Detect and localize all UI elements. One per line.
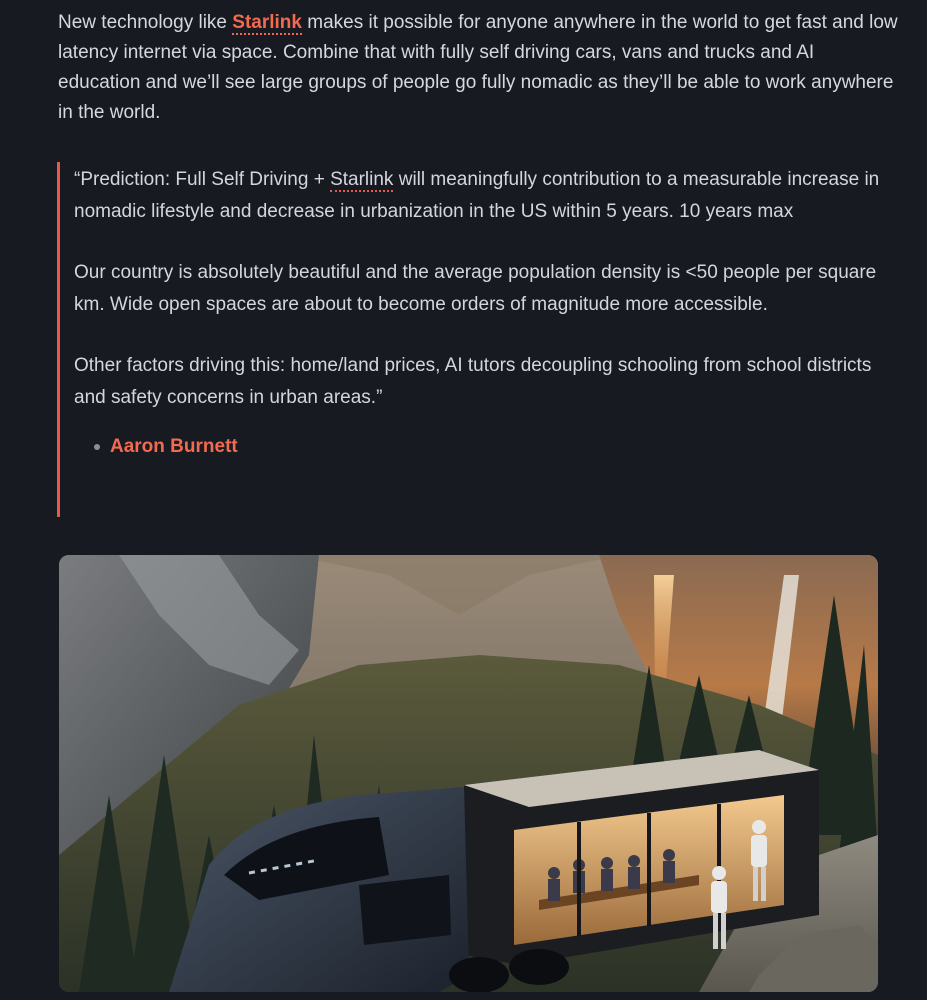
hero-image bbox=[59, 555, 878, 992]
camper-truck-illustration bbox=[59, 555, 878, 992]
quote-paragraph-2: Our country is absolutely beautiful and the average population density is <50 people per square km. Wide open spaces are about to become orders of magnitude more accessible. bbox=[74, 262, 877, 315]
quote-p1-before: “Prediction: Full Self Driving + bbox=[74, 169, 331, 190]
author-link[interactable]: Aaron Burnett bbox=[110, 436, 238, 457]
attribution-item bbox=[110, 431, 887, 463]
starlink-link[interactable]: Starlink bbox=[232, 12, 302, 33]
attribution-list bbox=[74, 431, 887, 463]
quote-paragraph-3: Other factors driving this: home/land prices, AI tutors decoupling schooling from school districts and safety concerns in urban areas.” bbox=[74, 355, 872, 408]
intro-paragraph bbox=[58, 8, 898, 128]
quote-p1-after: will meaningfully contribution to a measurable increase in nomadic lifestyle and decrease in urbanization in the US within 5 years. 10 years max bbox=[74, 169, 880, 222]
quote-paragraph-1 bbox=[74, 162, 887, 227]
prediction-quote bbox=[57, 162, 887, 517]
intro-text-before: New technology like bbox=[58, 12, 233, 33]
quote-starlink-link[interactable]: Starlink bbox=[330, 169, 394, 190]
intro-text-after: makes it possible for anyone anywhere in the world to get fast and low latency internet via space. Combine that with fully self driving cars, vans and trucks and AI education and we’ll see large groups of people go fully nomadic as they’ll be able to work anywhere in the world. bbox=[58, 12, 898, 123]
